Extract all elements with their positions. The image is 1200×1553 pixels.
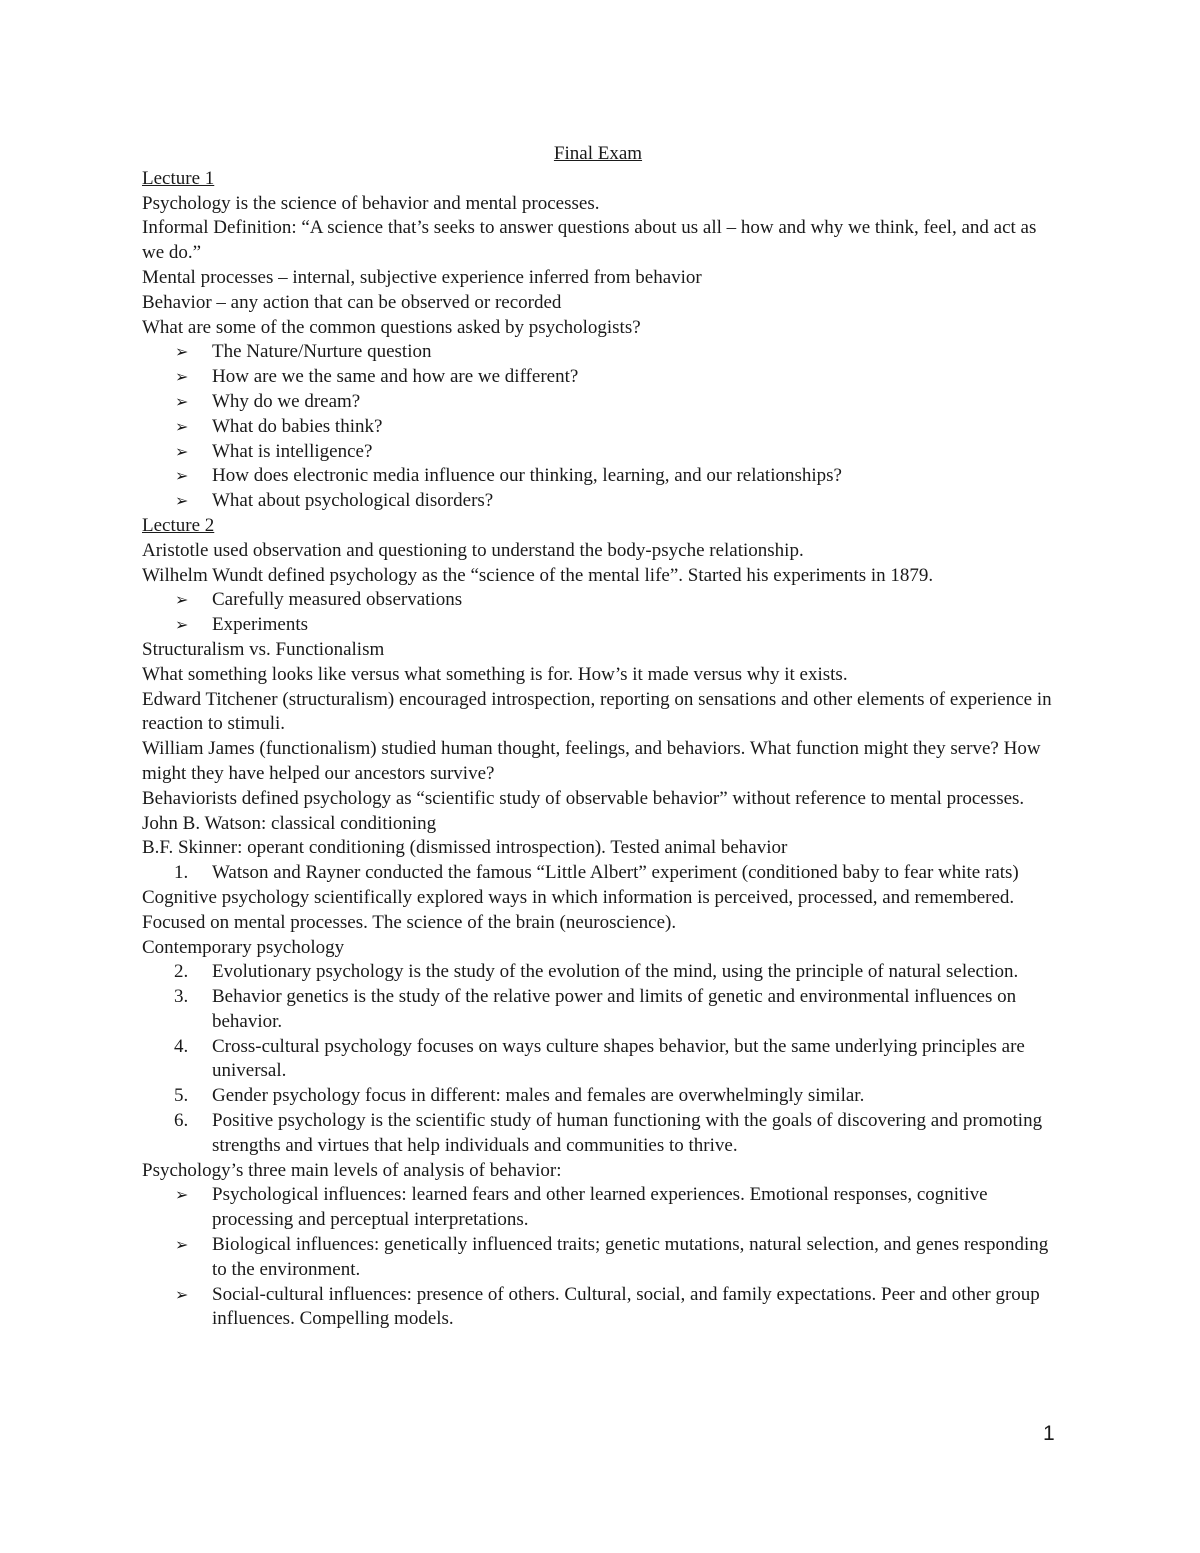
paragraph: Psychology’s three main levels of analysis of behavior:	[142, 1159, 562, 1181]
bullet-text: Psychological influences: learned fears and other learned experiences. Emotional responses, cognitive processing and perceptual interpretations.	[212, 1184, 988, 1231]
arrow-bullet-icon: ➢	[175, 391, 189, 411]
bullet-item	[142, 440, 1062, 465]
paragraph: John B. Watson: classical conditioning	[142, 812, 437, 834]
arrow-bullet-icon: ➢	[175, 441, 189, 461]
bullet-item	[142, 464, 1062, 489]
arrow-bullet-icon: ➢	[175, 1185, 189, 1205]
bullet-text: Carefully measured observations	[212, 589, 463, 611]
bullet-text: What do babies think?	[212, 415, 383, 437]
arrow-bullet-icon: ➢	[175, 615, 189, 635]
page-title: Final Exam	[553, 143, 643, 164]
numbered-item	[142, 985, 1062, 1035]
bullet-text: The Nature/Nurture question	[212, 341, 432, 363]
page-number: 1	[1043, 1422, 1055, 1445]
bullet-text: Social-cultural influences: presence of others. Cultural, social, and family expectations. Peer and other group influences. Compelling models.	[212, 1283, 1040, 1330]
numbered-item	[142, 1035, 1062, 1085]
paragraph: Psychology is the science of behavior and mental processes.	[142, 192, 600, 214]
bullet-item	[142, 1233, 1062, 1283]
paragraph: Edward Titchener (structuralism) encouraged introspection, reporting on sensations and other elements of experience in reaction to stimuli.	[142, 688, 1052, 735]
bullet-item	[142, 340, 1062, 365]
arrow-bullet-icon: ➢	[175, 416, 189, 436]
arrow-bullet-icon: ➢	[175, 491, 189, 511]
bullet-item	[142, 390, 1062, 415]
arrow-bullet-icon: ➢	[175, 342, 189, 362]
bullet-text: What is intelligence?	[212, 440, 373, 462]
numbered-item	[142, 861, 1062, 886]
paragraph: Behavior – any action that can be observed or recorded	[142, 291, 562, 313]
paragraph: Wilhelm Wundt defined psychology as the “science of the mental life”. Started his experiments in 1879.	[142, 564, 934, 586]
bullet-item	[142, 613, 1062, 638]
numbered-item	[142, 1084, 1062, 1109]
item-number: 5.	[174, 1085, 189, 1107]
lecture-2-heading: Lecture 2	[142, 514, 215, 536]
item-number: 2.	[174, 961, 189, 983]
bullet-text: What about psychological disorders?	[212, 490, 494, 512]
item-text: Gender psychology focus in different: males and females are overwhelmingly similar.	[212, 1085, 865, 1107]
item-number: 1.	[174, 862, 189, 884]
paragraph: Mental processes – internal, subjective experience inferred from behavior	[142, 266, 702, 288]
item-number: 3.	[174, 986, 189, 1008]
arrow-bullet-icon: ➢	[175, 367, 189, 387]
bullet-text: How does electronic media influence our thinking, learning, and our relationships?	[212, 465, 842, 487]
paragraph: What something looks like versus what something is for. How’s it made versus why it exists.	[142, 663, 848, 685]
item-text: Evolutionary psychology is the study of the evolution of the mind, using the principle of natural selection.	[212, 961, 1019, 983]
paragraph: Informal Definition: “A science that’s seeks to answer questions about us all – how and why we think, feel, and act as we do.”	[142, 217, 1037, 264]
bullet-item	[142, 588, 1062, 613]
paragraph: Contemporary psychology	[142, 936, 345, 958]
item-text: Watson and Rayner conducted the famous “Little Albert” experiment (conditioned baby to fear white rats)	[212, 862, 1019, 884]
bullet-text: How are we the same and how are we different?	[212, 366, 579, 388]
item-number: 4.	[174, 1035, 189, 1057]
arrow-bullet-icon: ➢	[175, 590, 189, 610]
bullet-item	[142, 415, 1062, 440]
lecture-1-heading: Lecture 1	[142, 167, 215, 189]
paragraph: Aristotle used observation and questioning to understand the body-psyche relationship.	[142, 539, 804, 561]
paragraph: Behaviorists defined psychology as “scientific study of observable behavior” without reference to mental processes.	[142, 787, 1025, 809]
paragraph: William James (functionalism) studied human thought, feelings, and behaviors. What function might they serve? How might they have helped our ancestors survive?	[142, 738, 1041, 784]
paragraph: Structuralism vs. Functionalism	[142, 638, 385, 660]
document-body	[142, 142, 1062, 1332]
arrow-bullet-icon: ➢	[175, 466, 189, 486]
paragraph: B.F. Skinner: operant conditioning (dismissed introspection). Tested animal behavior	[142, 837, 788, 859]
item-number: 6.	[174, 1110, 189, 1132]
bullet-item	[142, 365, 1062, 390]
item-text: Positive psychology is the scientific study of human functioning with the goals of discovering and promoting strengths and virtues that help individuals and communities to thrive.	[212, 1110, 1043, 1156]
arrow-bullet-icon: ➢	[175, 1284, 189, 1304]
bullet-text: Biological influences: genetically influenced traits; genetic mutations, natural selection, and genes responding to the environment.	[212, 1234, 1049, 1280]
numbered-item	[142, 1109, 1062, 1159]
paragraph: What are some of the common questions asked by psychologists?	[142, 316, 641, 338]
bullet-item	[142, 1183, 1062, 1233]
paragraph: Cognitive psychology scientifically explored ways in which information is perceived, processed, and remembered. Focused on mental processes. The science of the brain (neuroscience).	[142, 886, 1015, 933]
item-text: Behavior genetics is the study of the relative power and limits of genetic and environmental influences on behavior.	[212, 986, 1017, 1032]
numbered-item	[142, 960, 1062, 985]
arrow-bullet-icon: ➢	[175, 1235, 189, 1255]
bullet-text: Why do we dream?	[212, 390, 361, 412]
bullet-item	[142, 1283, 1062, 1333]
item-text: Cross-cultural psychology focuses on ways culture shapes behavior, but the same underlying principles are universal.	[212, 1035, 1025, 1082]
bullet-item	[142, 489, 1062, 514]
bullet-text: Experiments	[212, 614, 309, 636]
